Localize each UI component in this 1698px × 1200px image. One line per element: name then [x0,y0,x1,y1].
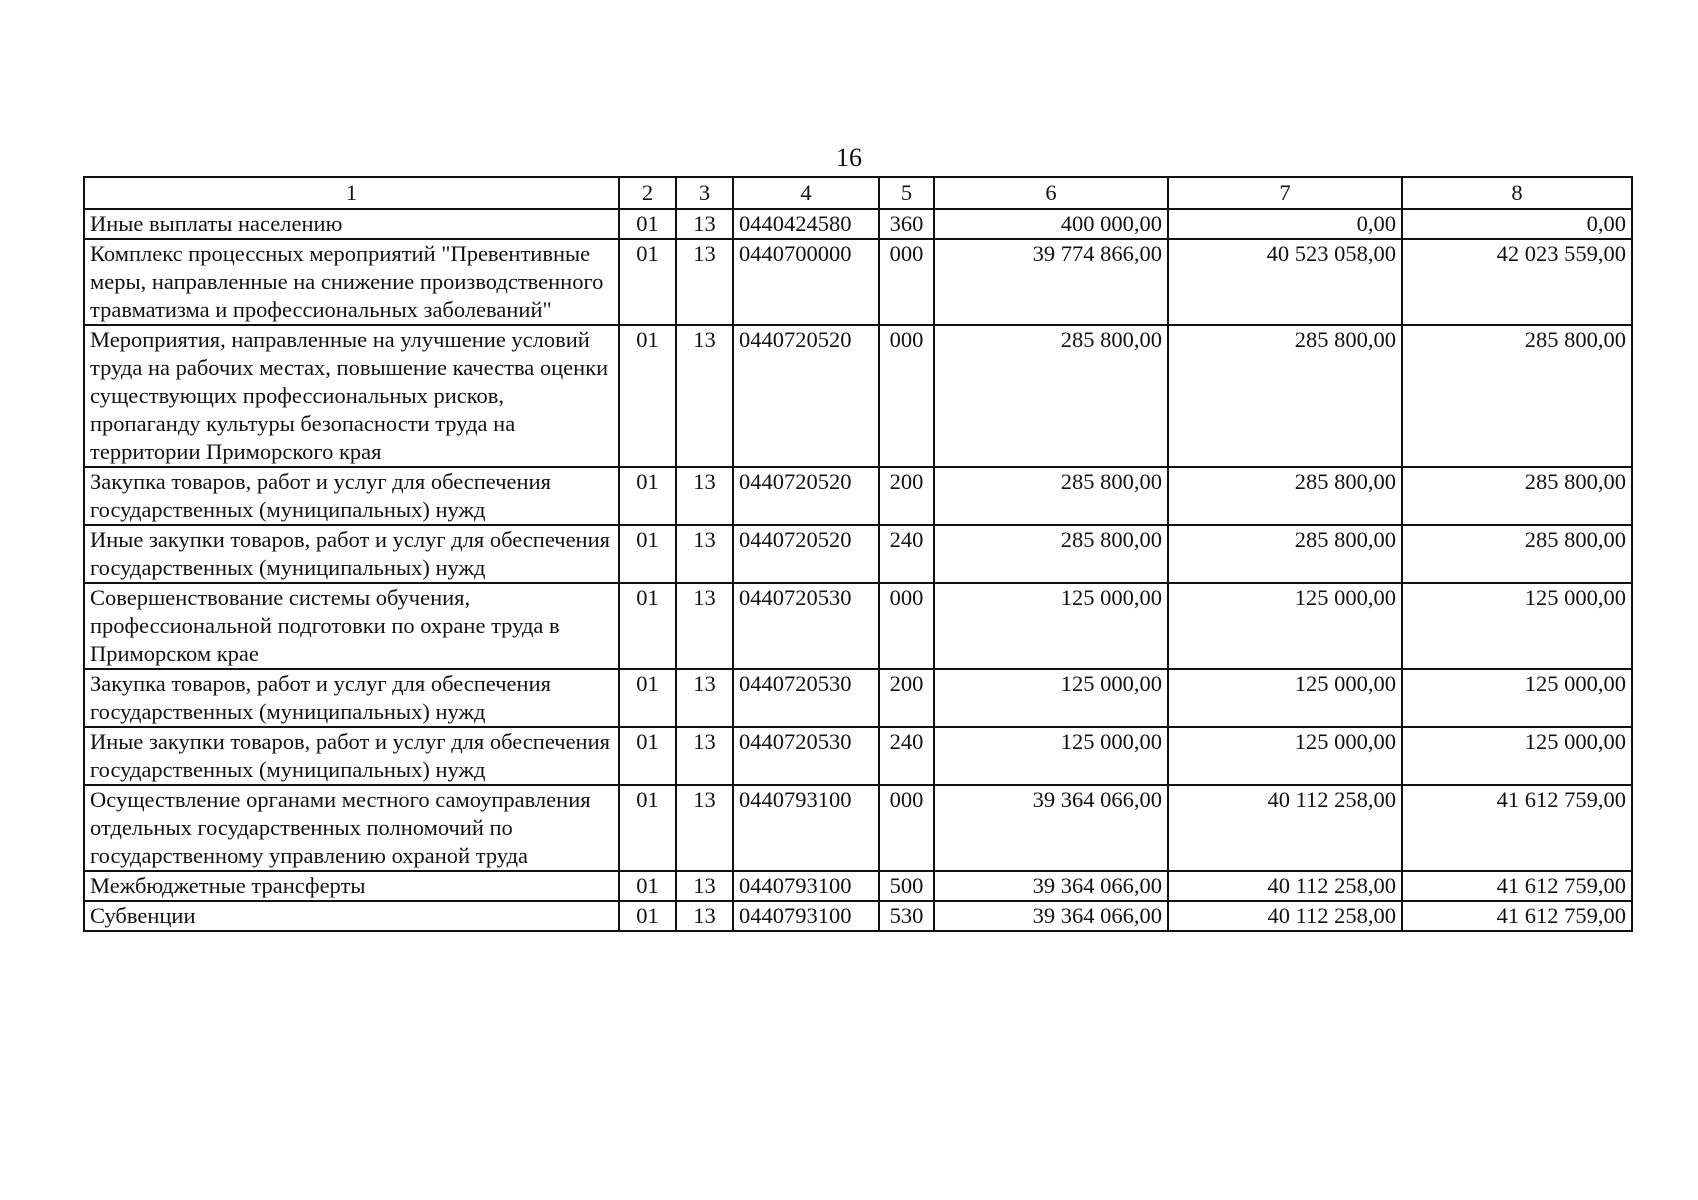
expense-type-cell: 500 [879,871,934,901]
section-code-cell: 01 [619,871,676,901]
amount-col6-cell: 125 000,00 [934,583,1168,669]
target-article-cell: 0440793100 [733,901,879,931]
target-article-cell: 0440424580 [733,209,879,239]
expense-type-cell: 200 [879,467,934,525]
amount-col8-cell: 125 000,00 [1402,669,1632,727]
page-number: 16 [836,143,862,172]
table-row [84,239,1632,325]
target-article-cell: 0440720520 [733,325,879,467]
expense-type-cell: 240 [879,525,934,583]
amount-col8-cell: 42 023 559,00 [1402,239,1632,325]
amount-col8-cell: 285 800,00 [1402,525,1632,583]
table-row [84,209,1632,239]
subsection-code-cell: 13 [676,325,733,467]
amount-col7-cell: 40 523 058,00 [1168,239,1402,325]
table-row [84,785,1632,871]
amount-col6-cell: 39 364 066,00 [934,871,1168,901]
amount-col8-cell: 0,00 [1402,209,1632,239]
amount-col8-cell: 285 800,00 [1402,325,1632,467]
table-body [84,209,1632,931]
header-row [84,177,1632,209]
target-article-cell: 0440720520 [733,525,879,583]
table-row [84,525,1632,583]
subsection-code-cell: 13 [676,727,733,785]
row-name-cell: Иные закупки товаров, работ и услуг для обеспечения государственных (муниципальных) нужд [84,525,619,583]
subsection-code-cell: 13 [676,525,733,583]
subsection-code-cell: 13 [676,901,733,931]
expense-type-cell: 000 [879,583,934,669]
row-name-cell: Закупка товаров, работ и услуг для обеспечения государственных (муниципальных) нужд [84,669,619,727]
column-header: 4 [733,177,879,209]
column-header: 6 [934,177,1168,209]
subsection-code-cell: 13 [676,209,733,239]
section-code-cell: 01 [619,785,676,871]
amount-col6-cell: 39 364 066,00 [934,785,1168,871]
row-name-cell: Субвенции [84,901,619,931]
amount-col6-cell: 39 364 066,00 [934,901,1168,931]
amount-col7-cell: 125 000,00 [1168,669,1402,727]
section-code-cell: 01 [619,901,676,931]
amount-col8-cell: 125 000,00 [1402,583,1632,669]
amount-col6-cell: 400 000,00 [934,209,1168,239]
section-code-cell: 01 [619,209,676,239]
section-code-cell: 01 [619,325,676,467]
amount-col8-cell: 285 800,00 [1402,467,1632,525]
row-name-cell: Комплекс процессных мероприятий "Превентивные меры, направленные на снижение производственного травматизма и профессиональных заболеваний" [84,239,619,325]
amount-col7-cell: 285 800,00 [1168,325,1402,467]
column-header: 7 [1168,177,1402,209]
target-article-cell: 0440720530 [733,583,879,669]
subsection-code-cell: 13 [676,871,733,901]
row-name-cell: Совершенствование системы обучения, профессиональной подготовки по охране труда в Приморском крае [84,583,619,669]
row-name-cell: Межбюджетные трансферты [84,871,619,901]
row-name-cell: Мероприятия, направленные на улучшение условий труда на рабочих местах, повышение качества оценки существующих профессиональных рисков, пропаганду культуры безопасности труда на территории Приморского края [84,325,619,467]
amount-col6-cell: 285 800,00 [934,467,1168,525]
section-code-cell: 01 [619,583,676,669]
amount-col8-cell: 125 000,00 [1402,727,1632,785]
amount-col7-cell: 40 112 258,00 [1168,871,1402,901]
row-name-cell: Иные выплаты населению [84,209,619,239]
expense-type-cell: 360 [879,209,934,239]
section-code-cell: 01 [619,669,676,727]
amount-col7-cell: 0,00 [1168,209,1402,239]
amount-col6-cell: 39 774 866,00 [934,239,1168,325]
column-header: 2 [619,177,676,209]
row-name-cell: Осуществление органами местного самоуправления отдельных государственных полномочий по государственному управлению охраной труда [84,785,619,871]
amount-col7-cell: 285 800,00 [1168,525,1402,583]
target-article-cell: 0440720520 [733,467,879,525]
amount-col7-cell: 125 000,00 [1168,583,1402,669]
subsection-code-cell: 13 [676,583,733,669]
amount-col6-cell: 125 000,00 [934,669,1168,727]
amount-col8-cell: 41 612 759,00 [1402,901,1632,931]
expense-type-cell: 200 [879,669,934,727]
section-code-cell: 01 [619,727,676,785]
target-article-cell: 0440793100 [733,785,879,871]
table-row [84,871,1632,901]
expense-type-cell: 530 [879,901,934,931]
column-header: 1 [84,177,619,209]
table-row [84,901,1632,931]
section-code-cell: 01 [619,525,676,583]
amount-col7-cell: 285 800,00 [1168,467,1402,525]
subsection-code-cell: 13 [676,467,733,525]
table-row [84,325,1632,467]
expense-type-cell: 240 [879,727,934,785]
section-code-cell: 01 [619,467,676,525]
target-article-cell: 0440720530 [733,669,879,727]
amount-col8-cell: 41 612 759,00 [1402,785,1632,871]
column-header: 8 [1402,177,1632,209]
budget-table [83,176,1633,932]
table-row [84,669,1632,727]
subsection-code-cell: 13 [676,669,733,727]
target-article-cell: 0440720530 [733,727,879,785]
row-name-cell: Закупка товаров, работ и услуг для обеспечения государственных (муниципальных) нужд [84,467,619,525]
expense-type-cell: 000 [879,239,934,325]
column-header: 5 [879,177,934,209]
expense-type-cell: 000 [879,325,934,467]
amount-col6-cell: 285 800,00 [934,525,1168,583]
amount-col7-cell: 125 000,00 [1168,727,1402,785]
target-article-cell: 0440793100 [733,871,879,901]
amount-col7-cell: 40 112 258,00 [1168,785,1402,871]
amount-col8-cell: 41 612 759,00 [1402,871,1632,901]
table-row [84,727,1632,785]
table-row [84,583,1632,669]
expense-type-cell: 000 [879,785,934,871]
amount-col6-cell: 285 800,00 [934,325,1168,467]
amount-col6-cell: 125 000,00 [934,727,1168,785]
row-name-cell: Иные закупки товаров, работ и услуг для обеспечения государственных (муниципальных) нужд [84,727,619,785]
amount-col7-cell: 40 112 258,00 [1168,901,1402,931]
subsection-code-cell: 13 [676,785,733,871]
table-row [84,467,1632,525]
section-code-cell: 01 [619,239,676,325]
target-article-cell: 0440700000 [733,239,879,325]
subsection-code-cell: 13 [676,239,733,325]
column-header: 3 [676,177,733,209]
